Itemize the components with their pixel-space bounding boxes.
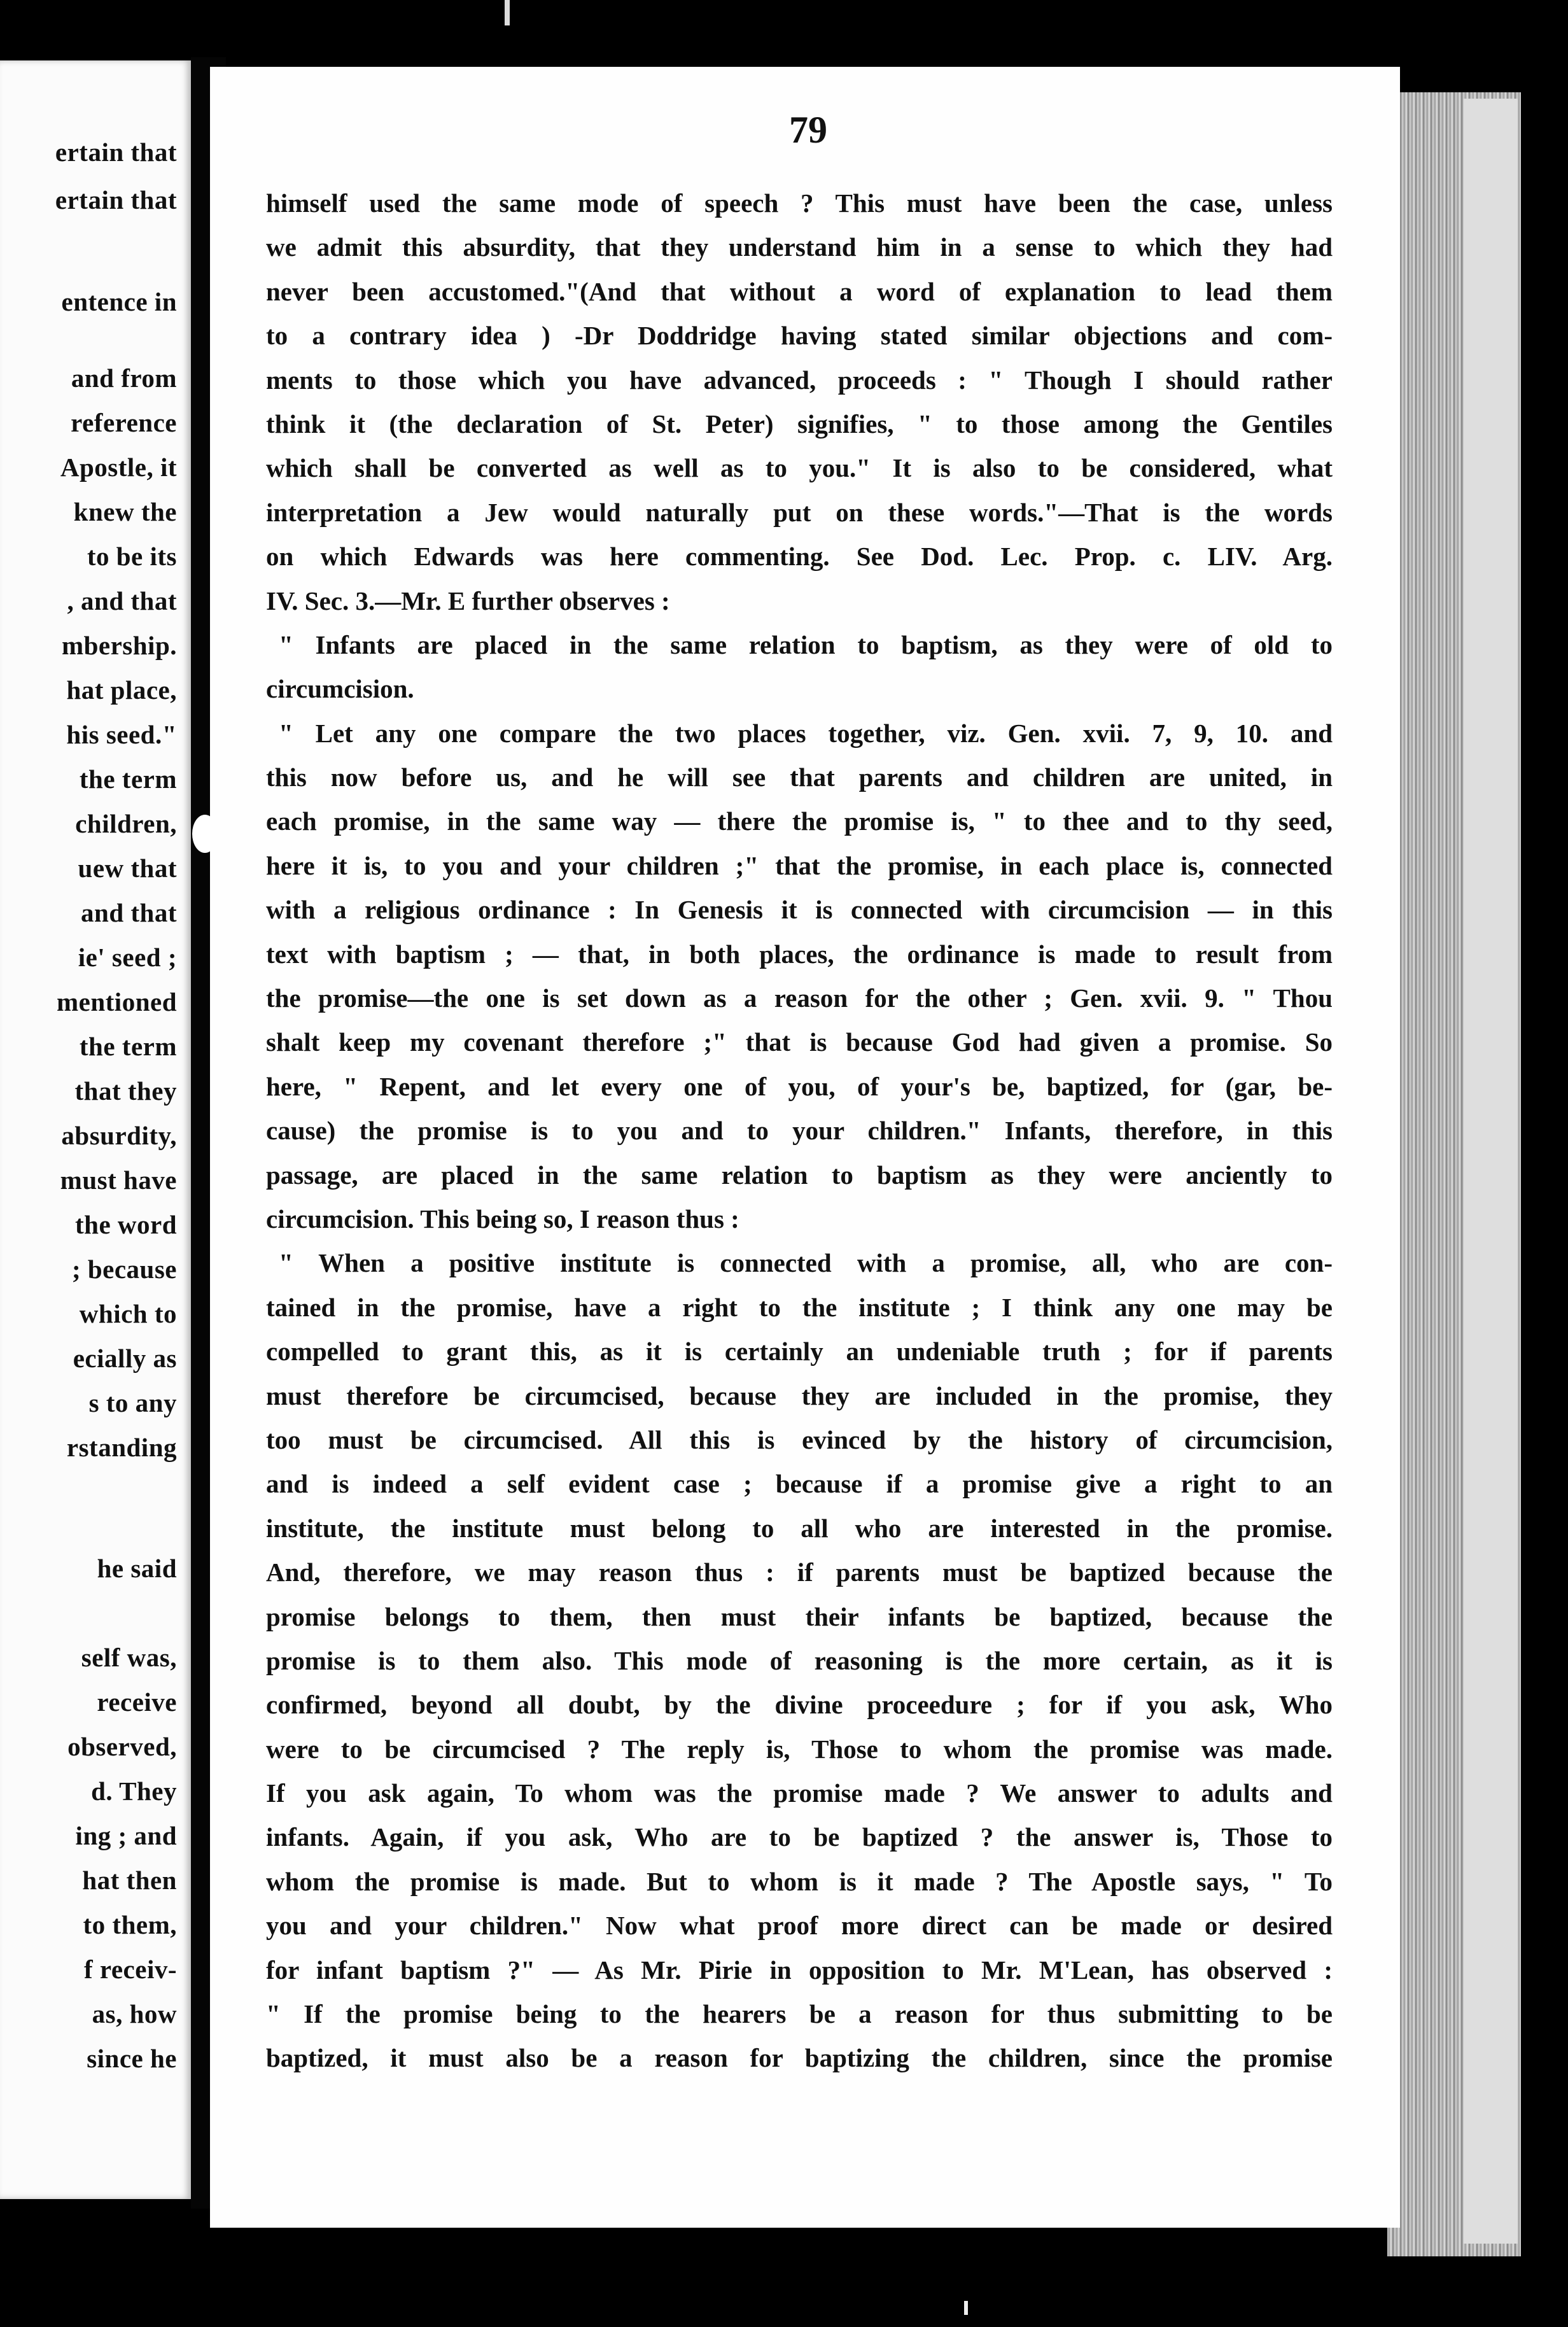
page-edges-outer [1464,99,1518,2244]
body-line: to a contrary idea ) -Dr Doddridge having stated similar objections and com- [266,321,1333,351]
left-page-line: that they [74,1076,177,1106]
body-line: and is indeed a self evident case ; because if a promise give a right to an [266,1469,1333,1499]
body-line: the promise—the one is set down as a reason for the other ; Gen. xvii. 9. " Thou [266,983,1333,1013]
scan-artifact-bottom [964,2301,968,2315]
left-page-line: ing ; and [75,1821,177,1850]
left-page-line: ; because [71,1255,177,1284]
body-line: If you ask again, To whom was the promise made ? We answer to adults and [266,1778,1333,1808]
left-page-line: absurdity, [61,1121,177,1150]
body-line: which shall be converted as well as to you." It is also to be considered, what [266,453,1333,483]
body-line: here it is, to you and your children ;" that the promise, in each place is, connected [266,850,1333,880]
left-page-line: Apostle, it [60,453,177,482]
body-line: institute, the institute must belong to all who are interested in the promise. [266,1513,1333,1543]
body-line: circumcision. This being so, I reason thus : [266,1204,739,1234]
left-page-line: as, how [92,1999,177,2028]
left-page-line: ie' seed ; [78,943,177,972]
body-line: we admit this absurdity, that they understand him in a sense to which they had [266,232,1333,262]
body-line: himself used the same mode of speech ? This must have been the case, unless [266,188,1333,218]
left-page-line: ertain that [55,137,177,167]
page-body-text [266,181,1333,2081]
left-page-line: mentioned [57,987,177,1016]
body-line: cause) the promise is to you and to your children." Infants, therefore, in this [266,1116,1333,1146]
body-line: infants. Again, if you ask, Who are to be baptized ? the answer is, Those to [266,1822,1333,1852]
left-page-line: receive [97,1687,177,1717]
left-page-line: to be its [87,542,177,571]
previous-page-edge [0,60,191,2199]
left-page-line: he said [97,1554,177,1583]
left-page-line: d. They [91,1776,177,1806]
left-page-line: hat place, [66,675,177,705]
body-line: " Let any one compare the two places together, viz. Gen. xvii. 7, 9, 10. and [279,718,1333,748]
body-line: baptized, it must also be a reason for baptizing the children, since the promise [266,2043,1333,2073]
left-page-line: rstanding [66,1433,177,1462]
left-page-line: and that [81,898,177,927]
left-page-line: f receiv- [84,1955,177,1984]
left-page-line: his seed." [66,720,177,749]
body-line: text with baptism ; — that, in both places, the ordinance is made to result from [266,939,1333,969]
left-page-line: , and that [67,586,177,615]
left-page-line: knew the [73,497,177,526]
body-line: each promise, in the same way — there the promise is, " to thee and to thy seed, [266,806,1333,836]
left-page-line: mbership. [61,631,177,660]
left-page-line: must have [60,1165,177,1195]
body-line: shalt keep my covenant therefore ;" that is because God had given a promise. So [266,1027,1333,1057]
left-page-line: ertain that [55,185,177,214]
left-page-line: reference [71,408,177,437]
left-page-line: ecially as [73,1344,177,1373]
left-page-line: self was, [81,1643,177,1672]
left-page-line: the term [79,1032,177,1061]
body-line: were to be circumcised ? The reply is, Those to whom the promise was made. [266,1734,1333,1764]
body-line: think it (the declaration of St. Peter) signifies, " to those among the Gentiles [266,409,1333,439]
body-line: here, " Repent, and let every one of you, of your's be, baptized, for (gar, be- [266,1071,1333,1101]
page-number: 79 [789,109,827,151]
left-page-line: s to any [88,1388,177,1417]
body-line: promise is to them also. This mode of reasoning is the more certain, as it is [266,1645,1333,1675]
left-page-line: entence in [61,287,177,316]
body-line: must therefore be circumcised, because they are included in the promise, they [266,1381,1333,1410]
body-line: confirmed, beyond all doubt, by the divine proceedure ; for if you ask, Who [266,1690,1333,1720]
body-line: whom the promise is made. But to whom is it made ? The Apostle says, " To [266,1866,1333,1896]
body-line: ments to those which you have advanced, proceeds : " Though I should rather [266,365,1333,395]
left-page-line: hat then [82,1866,177,1895]
left-page-line: which to [79,1299,177,1328]
left-page-line: to them, [83,1910,177,1939]
body-line: you and your children." Now what proof more direct can be made or desired [266,1911,1333,1941]
left-page-line: the word [74,1210,177,1239]
left-page-line: observed, [67,1732,177,1761]
left-page-line: the term [79,764,177,794]
left-page-line: since he [87,2044,177,2073]
body-line: promise belongs to them, then must their infants be baptized, because the [266,1601,1333,1631]
body-line: interpretation a Jew would naturally put on these words."—That is the words [266,497,1333,527]
body-line: circumcision. [266,674,414,704]
body-line: passage, are placed in the same relation to baptism as they were anciently to [266,1160,1333,1190]
body-line: too must be circumcised. All this is evinced by the history of circumcision, [266,1424,1333,1454]
body-line: on which Edwards was here commenting. See Dod. Lec. Prop. c. LIV. Arg. [266,542,1333,572]
body-line: for infant baptism ?" — As Mr. Pirie in opposition to Mr. M'Lean, has observed : [266,1955,1333,1985]
body-line: this now before us, and he will see that parents and children are united, in [266,763,1333,792]
body-line: " If the promise being to the hearers be a reason for thus submitting to be [266,1999,1333,2029]
body-line: tained in the promise, have a right to the institute ; I think any one may be [266,1292,1333,1322]
body-line: " When a positive institute is connected with a promise, all, who are con- [279,1248,1333,1278]
body-line: " Infants are placed in the same relation to baptism, as they were of old to [279,629,1333,659]
left-page-line: and from [71,363,177,393]
body-line: IV. Sec. 3.—Mr. E further observes : [266,586,670,615]
left-page-line: children, [75,809,177,838]
scan-artifact-top [505,0,510,25]
body-line: never been accustomed."(And that without a word of explanation to lead them [266,276,1333,306]
body-line: And, therefore, we may reason thus : if parents must be baptized because the [266,1557,1333,1587]
left-page-line: uew that [78,854,177,883]
body-line: compelled to grant this, as it is certainly an undeniable truth ; for if parents [266,1337,1333,1367]
body-line: with a religious ordinance : In Genesis it is connected with circumcision — in this [266,895,1333,925]
